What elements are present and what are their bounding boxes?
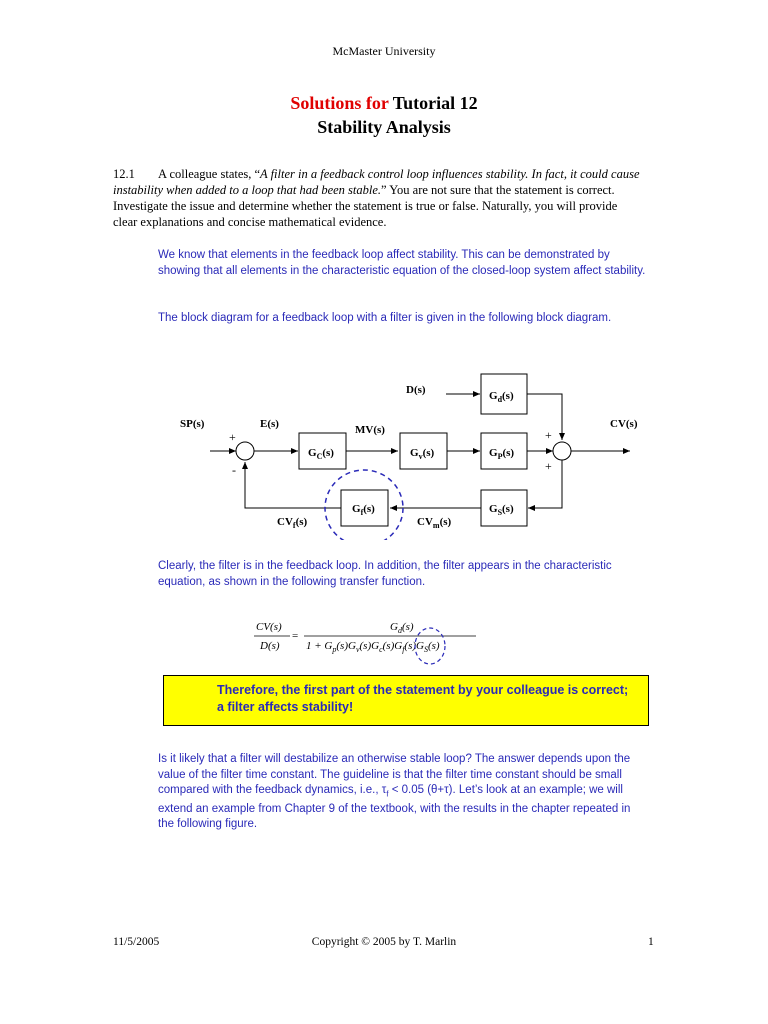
question-quote: A filter in a feedback control loop influences stability. In fact, it could cause instability when added to a loop that had been stable. — [113, 167, 640, 197]
title-prefix: Solutions for — [290, 93, 389, 113]
eq-den-left: D(s) — [260, 640, 280, 652]
answer-paragraph-1: We know that elements in the feedback loop affect stability. This can be demonstrated by showing that all elements in the characteristic equation of the closed-loop system affect stability. — [158, 249, 646, 277]
question-rest: ” You are not sure that the statement is correct. Investigate the issue and determine whether the statement is true or false. Naturally, you will provide clear explanations and concise mathematical evidence. — [113, 183, 618, 229]
footer-date: 11/5/2005 — [113, 936, 160, 948]
document-title — [0, 93, 768, 114]
sp-label: SP(s) — [180, 418, 205, 430]
mv-label: MV(s) — [355, 424, 385, 436]
gc-label: $G_C(s)$ — [308, 447, 334, 461]
plus-sign-2: + — [545, 428, 552, 442]
question-text — [113, 166, 643, 230]
question-intro: A colleague states, “ — [158, 167, 261, 181]
page-header: McMaster University — [332, 44, 436, 58]
summing-junction-1 — [236, 442, 254, 460]
answer-paragraph-4: Is it likely that a filter will destabilize an otherwise stable loop? The answer depends upon the value of the filter time constant. The guideline is that the filter time constant should be small compared with the feedback dynamics, i.e., $\tau_f < 0.05$ (θ+τ). Let’s look at an example; we will extend an example from Chapter 9 of the textbook, with the results in the chapter repeated in the following figure. — [158, 753, 631, 831]
conclusion-text: Therefore, the first part of the statement by your colleague is correct; a filter affects stability! — [217, 683, 629, 714]
minus-sign: - — [232, 463, 236, 477]
cv-label: CV(s) — [610, 418, 638, 430]
footer-copyright: Copyright © 2005 by T. Marlin — [311, 936, 457, 948]
transfer-function — [240, 612, 500, 668]
e-label: E(s) — [260, 418, 279, 430]
gv-label: $G_v(s)$ — [410, 447, 435, 461]
cvm-label: $CV_m(s)$ — [417, 516, 452, 530]
gd-label: $G_d(s)$ — [489, 390, 514, 404]
eq-equals: = — [292, 630, 299, 642]
answer-paragraph-3: Clearly, the filter is in the feedback loop. In addition, the filter appears in the characteristic equation, as shown in the following transfer function. — [158, 560, 612, 588]
cvf-label: $CV_f(s)$ — [277, 516, 308, 530]
footer-page-number: 1 — [648, 936, 654, 948]
answer-paragraph-2: The block diagram for a feedback loop with a filter is given in the following block diagram. — [158, 312, 612, 324]
eq-den-right: $1 + G_p(s)G_v(s)G_c(s)G_f(s)G_S(s)$ — [306, 640, 440, 654]
summing-junction-2 — [553, 442, 571, 460]
gp-label: $G_P(s)$ — [489, 447, 515, 461]
gs-label: $G_S(s)$ — [489, 503, 514, 517]
conclusion-box — [163, 675, 649, 726]
question-number: 12.1 — [113, 167, 135, 181]
d-label: D(s) — [406, 384, 426, 396]
eq-num-right: $G_d(s)$ — [390, 621, 414, 635]
gf-label: $G_f(s)$ — [352, 503, 375, 517]
block-diagram — [0, 360, 768, 540]
plus-sign-1: + — [229, 430, 236, 444]
plus-sign-3: + — [545, 459, 552, 473]
document-subtitle: Stability Analysis — [317, 117, 451, 137]
eq-num-left: CV(s) — [256, 621, 282, 633]
title-main: Tutorial 12 — [388, 93, 478, 113]
